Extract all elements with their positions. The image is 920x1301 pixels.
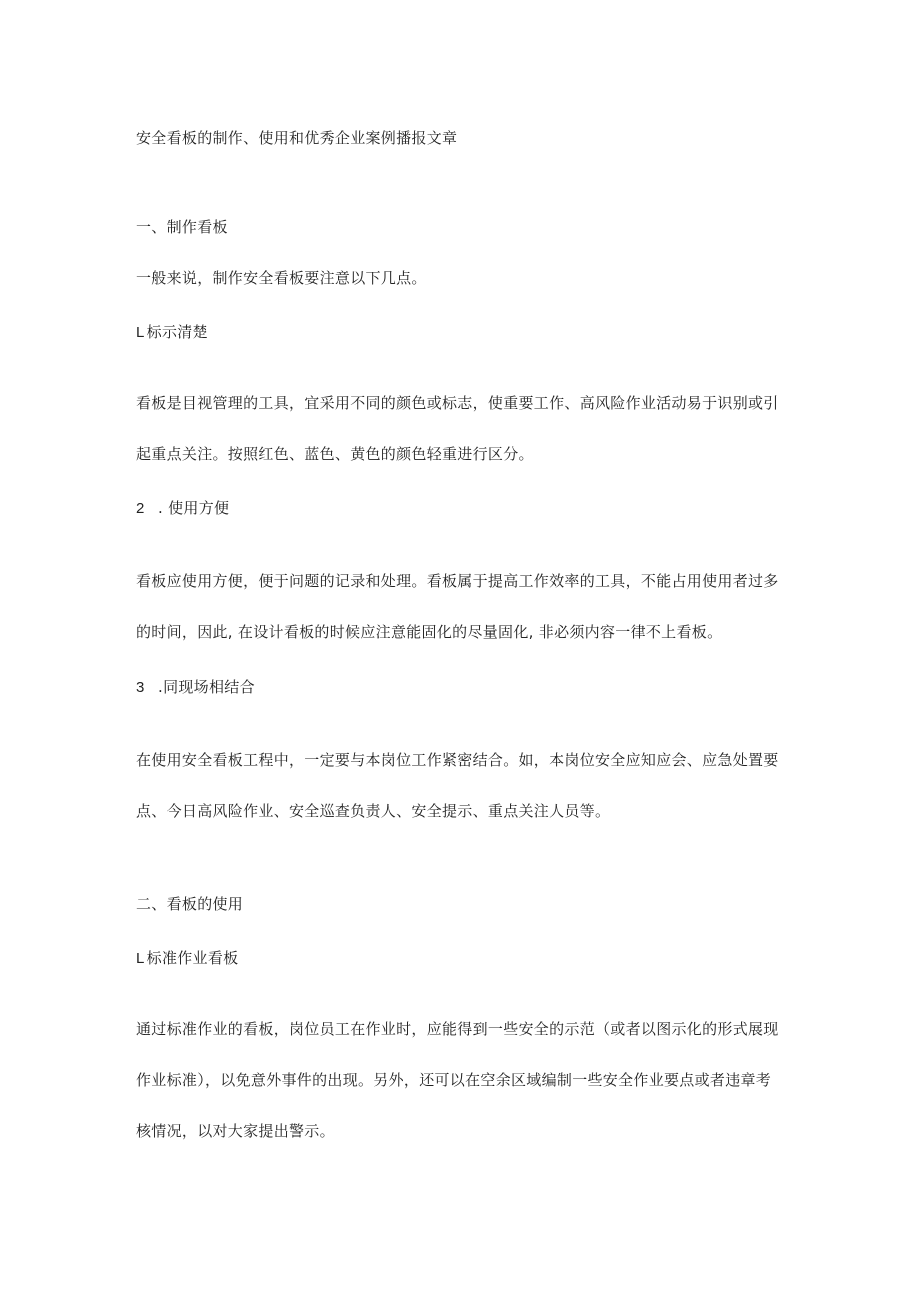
paragraph-line: 起重点关注。按照红色、蓝色、黄色的颜色轻重进行区分。 — [136, 445, 534, 463]
item-heading-1-2 — [136, 498, 229, 519]
item-title: .同现场相结合 — [158, 678, 255, 696]
item-heading-2-1 — [136, 948, 238, 969]
item-marker: 2 — [136, 500, 145, 517]
item-title: . 使用方便 — [158, 499, 230, 517]
paragraph-line: 核情况，以对大家提出警示。 — [136, 1122, 335, 1140]
paragraph-2-1 — [136, 1004, 791, 1157]
item-marker: L — [136, 950, 145, 967]
paragraph-1-1 — [136, 378, 791, 480]
section-intro: 一般来说，制作安全看板要注意以下几点。 — [136, 269, 427, 287]
paragraph-line: 在使用安全看板工程中，一定要与本岗位工作紧密结合。如，本岗位安全应知应会、应急处置要 — [136, 751, 779, 769]
paragraph-line: 点、今日高风险作业、安全巡查负责人、安全提示、重点关注人员等。 — [136, 802, 611, 820]
paragraph-line: 看板应使用方便，便于问题的记录和处理。看板属于提高工作效率的工具，不能占用使用者过多 — [136, 572, 779, 590]
item-marker: L — [136, 324, 145, 341]
item-title: 标示清楚 — [146, 323, 208, 341]
paragraph-line: 看板是目视管理的工具，宜采用不同的颜色或标志，使重要工作、高风险作业活动易于识别或引 — [136, 394, 779, 412]
item-heading-1-3 — [136, 677, 255, 698]
section-heading-2: 二、看板的使用 — [136, 895, 244, 913]
document-title: 安全看板的制作、使用和优秀企业案例播报文章 — [136, 129, 458, 147]
item-heading-1-1 — [136, 322, 208, 343]
paragraph-1-3 — [136, 735, 791, 837]
paragraph-line: 通过标准作业的看板，岗位员工在作业时，应能得到一些安全的示范（或者以图示化的形式展现 — [136, 1020, 779, 1038]
paragraph-line: 作业标准），以免意外事件的出现。另外，还可以在空余区域编制一些安全作业要点或者违章考 — [136, 1071, 772, 1089]
item-title: 标准作业看板 — [146, 949, 239, 967]
section-heading-1: 一、制作看板 — [136, 218, 228, 236]
paragraph-1-2 — [136, 556, 791, 658]
paragraph-line: 的时间，因此, 在设计看板的时候应注意能固化的尽量固化, 非必须内容一律不上看板。 — [136, 623, 723, 641]
item-marker: 3 — [136, 679, 145, 696]
